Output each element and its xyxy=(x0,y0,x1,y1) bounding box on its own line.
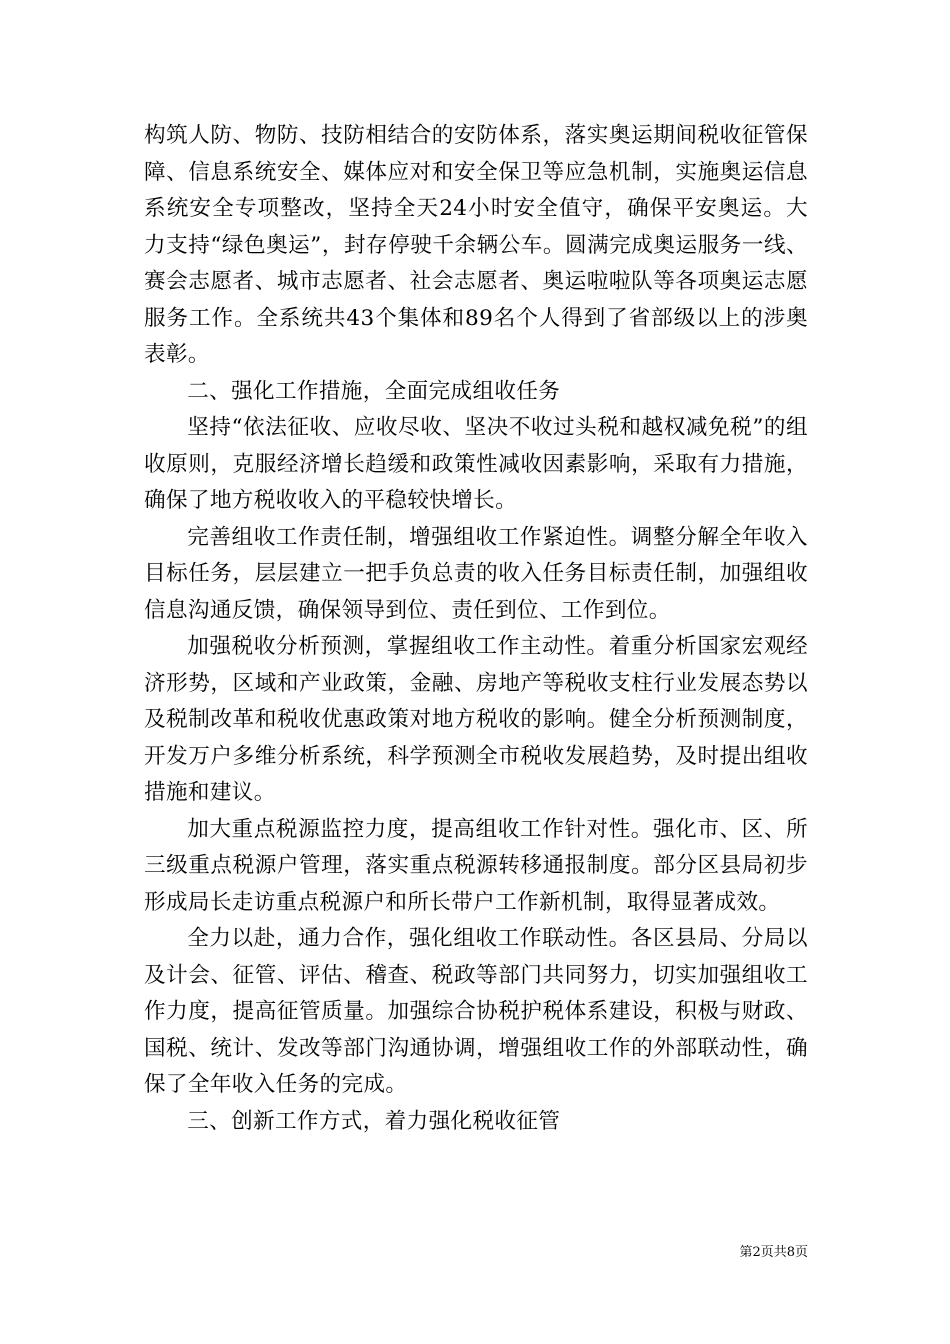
paragraph: 加强税收分析预测，掌握组收工作主动性。着重分析国家宏观经济形势，区域和产业政策，金融、房地产等税收支柱行业发展态势以及税制改革和税收优惠政策对地方税收的影响。健全分析预测制度，开发万户多维分析系统，科学预测全市税收发展趋势，及时提出组收措施和建议。 xyxy=(144,634,808,805)
section-heading-3: 三、创新工作方式，着力强化税收征管 xyxy=(187,1108,561,1134)
page-number-footer: 第2页共8页 xyxy=(739,1245,808,1260)
paragraph: 全力以赴，通力合作，强化组收工作联动性。各区县局、分局以及计会、征管、评估、稽查、税政等部门共同努力，切实加强组收工作力度，提高征管质量。加强综合协税护税体系建设，积极与财政、国税、统计、发改等部门沟通协调，增强组收工作的外部联动性，确保了全年收入任务的完成。 xyxy=(144,926,808,1097)
document-body xyxy=(144,118,808,1140)
paragraph-continued: 构筑人防、物防、技防相结合的安防体系，落实奥运期间税收征管保障、信息系统安全、媒体应对和安全保卫等应急机制，实施奥运信息系统安全专项整改，坚持全天24小时安全值守，确保平安奥运。大力支持“绿色奥运”，封存停驶千余辆公车。圆满完成奥运服务一线、赛会志愿者、城市志愿者、社会志愿者、奥运啦啦队等各项奥运志愿服务工作。全系统共43个集体和89名个人得到了省部级以上的涉奥表彰。 xyxy=(144,123,808,367)
section-heading-2: 二、强化工作措施，全面完成组收任务 xyxy=(187,378,561,404)
paragraph: 坚持“依法征收、应收尽收、坚决不收过头税和越权减免税”的组收原则，克服经济增长趋缓和政策性减收因素影响，采取有力措施，确保了地方税收收入的平稳较快增长。 xyxy=(144,415,808,513)
paragraph: 加大重点税源监控力度，提高组收工作针对性。强化市、区、所三级重点税源户管理，落实重点税源转移通报制度。部分区县局初步形成局长走访重点税源户和所长带户工作新机制，取得显著成效。 xyxy=(144,816,808,915)
paragraph: 完善组收工作责任制，增强组收工作紧迫性。调整分解全年收入目标任务，层层建立一把手负总责的收入任务目标责任制，加强组收信息沟通反馈，确保领导到位、责任到位、工作到位。 xyxy=(144,524,808,623)
